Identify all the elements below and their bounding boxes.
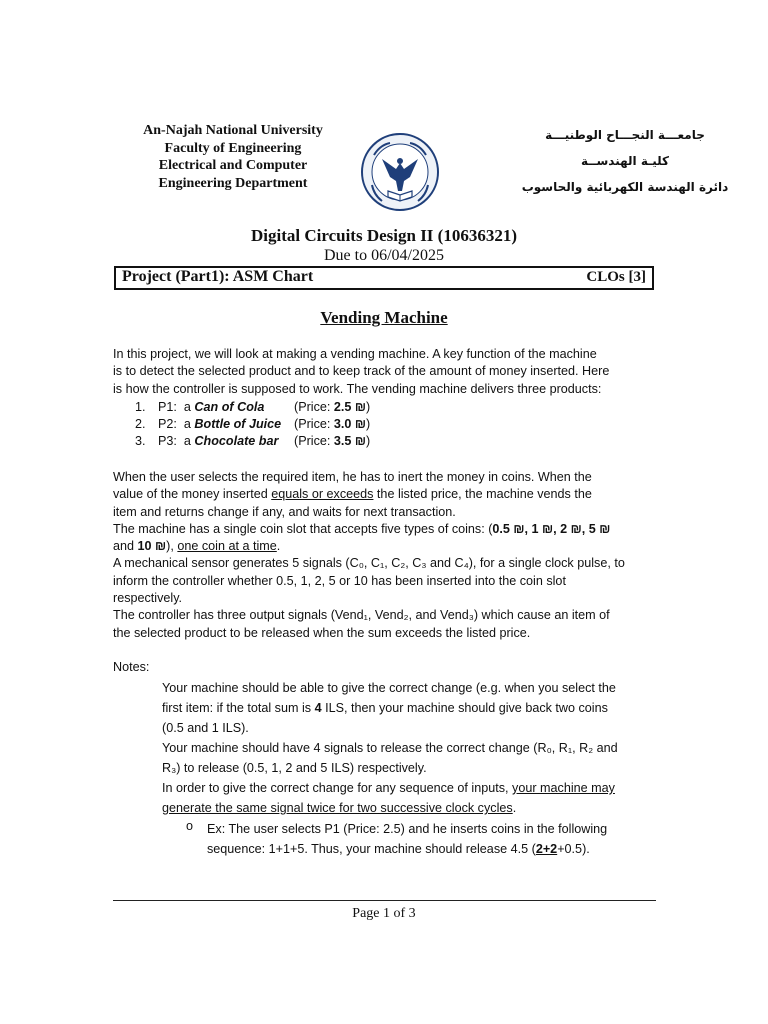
- text-run: .: [512, 801, 517, 815]
- course-title: Digital Circuits Design II (10636321): [250, 226, 517, 245]
- department-line-2: Engineering Department: [158, 175, 308, 191]
- price-suffix: ): [366, 400, 371, 414]
- product-name: Can of Cola: [194, 400, 265, 414]
- body-line: [113, 486, 656, 503]
- text-run: .: [276, 539, 281, 554]
- due-date: Due to 06/04/2025: [324, 247, 444, 264]
- product-code: P2:: [158, 417, 177, 431]
- university-name-arabic: [520, 122, 730, 200]
- price-value: 3.0 ₪: [333, 417, 367, 431]
- section-title: [0, 308, 768, 328]
- text-run: +0.5).: [557, 842, 590, 856]
- bold-text: 0.5 ₪, 1 ₪, 2 ₪, 5 ₪: [492, 521, 611, 536]
- list-item: [135, 434, 146, 448]
- price-suffix: ): [366, 434, 371, 448]
- note-line: Your machine should have 4 signals to release the correct change (R₀, R₁, R₂ and: [162, 741, 618, 755]
- body-line: A mechanical sensor generates 5 signals (C₀, C₁, C₂, C₃ and C₄), for a single clock pulse, to: [113, 556, 625, 571]
- page-number: Page 1 of 3: [352, 906, 416, 921]
- university-line-ar: جامعـــة النجـــاح الوطنيـــة: [545, 128, 705, 142]
- department-line-1: Electrical and Computer: [158, 158, 308, 173]
- price-prefix: (Price:: [294, 417, 334, 431]
- body-line: item and returns change if any, and waits for next transaction.: [113, 504, 456, 519]
- intro-line: is to detect the selected product and to keep track of the amount of money inserted. Here: [113, 364, 610, 379]
- note-line: [162, 798, 656, 818]
- faculty-line: Faculty of Engineering: [164, 140, 302, 156]
- university-name-english: [118, 122, 348, 192]
- product-article: a: [183, 434, 191, 448]
- university-line: An-Najah National University: [143, 123, 323, 138]
- text-run: In order to give the correct change for any sequence of inputs,: [162, 781, 513, 795]
- price-prefix: (Price:: [294, 400, 334, 414]
- bullet-icon: o: [186, 819, 194, 833]
- text-run: ILS, then your machine should give back two coins: [321, 701, 608, 715]
- list-number: 3.: [135, 434, 146, 448]
- list-item: [135, 417, 146, 431]
- text-run: value of the money inserted: [113, 487, 272, 502]
- bold-text: 10 ₪: [137, 539, 167, 554]
- body-line: [113, 521, 656, 538]
- note-line: (0.5 and 1 ILS).: [162, 721, 249, 735]
- note-line: Your machine should be able to give the correct change (e.g. when you select the: [162, 681, 616, 695]
- notes-heading: Notes:: [113, 660, 150, 674]
- notes-title: [113, 659, 656, 676]
- body-line: inform the controller whether 0.5, 1, 2, 5 or 10 has been inserted into the coin slot: [113, 573, 566, 588]
- body-line: respectively.: [113, 591, 183, 606]
- price-value: 2.5 ₪: [333, 400, 367, 414]
- note-line: R₃) to release (0.5, 1, 2 and 5 ILS) respectively.: [162, 761, 427, 775]
- intro-line: In this project, we will look at making a vending machine. A key function of the machine: [113, 347, 597, 361]
- underlined-text: generate the same signal twice for two successive clock cycles: [162, 801, 513, 815]
- text-run: first item: if the total sum is: [162, 701, 315, 715]
- body-line: The controller has three output signals (Vend₁, Vend₂, and Vend₃) which cause an item of: [113, 608, 610, 623]
- product-name: Chocolate bar: [194, 434, 279, 448]
- body-line: [113, 538, 656, 555]
- underlined-text: equals or exceeds: [271, 487, 374, 502]
- underlined-text: one coin at a time: [177, 539, 277, 554]
- footer-divider: [113, 900, 656, 901]
- price-value: 3.5 ₪: [333, 434, 367, 448]
- product-article: a: [183, 400, 191, 414]
- list-item: [158, 434, 278, 448]
- text-run: sequence: 1+1+5. Thus, your machine should release 4.5 (: [207, 842, 536, 856]
- note-line: [162, 778, 656, 798]
- product-price: [294, 434, 370, 448]
- university-logo: [360, 125, 440, 220]
- body-line: When the user selects the required item, he has to inert the money in coins. When the: [113, 470, 592, 484]
- intro-line: is how the controller is supposed to work. The vending machine delivers three products:: [113, 381, 602, 396]
- text-run: the listed price, the machine vends the: [373, 487, 592, 502]
- price-suffix: ): [366, 417, 371, 431]
- product-price: [294, 417, 370, 431]
- list-item: [158, 400, 264, 414]
- product-code: P3:: [158, 434, 177, 448]
- project-box: [114, 266, 654, 290]
- project-label: Project (Part1): ASM Chart: [122, 268, 314, 285]
- body-line: the selected product to be released when the sum exceeds the listed price.: [113, 625, 531, 640]
- notes-list: [162, 678, 656, 818]
- list-item: [158, 417, 281, 431]
- underlined-text: your machine may: [512, 781, 615, 795]
- text-run: The machine has a single coin slot that accepts five types of coins: (: [113, 521, 493, 536]
- bold-underlined-text: 2+2: [535, 842, 558, 856]
- list-number: 1.: [135, 400, 146, 414]
- department-line-ar: دائرة الهندسة الكهربائية والحاسوب: [521, 180, 729, 194]
- example-line: Ex: The user selects P1 (Price: 2.5) and he inserts coins in the following: [207, 822, 608, 836]
- price-prefix: (Price:: [294, 434, 334, 448]
- list-number: 2.: [135, 417, 146, 431]
- product-name: Bottle of Juice: [194, 417, 282, 431]
- text-run: ),: [166, 539, 178, 554]
- product-article: a: [183, 417, 191, 431]
- section-title-text: Vending Machine: [320, 308, 448, 327]
- list-item: [135, 400, 146, 414]
- example-line: [207, 839, 656, 859]
- text-run: and: [113, 539, 138, 554]
- bold-text: 4: [314, 701, 322, 715]
- intro-paragraph: [113, 346, 656, 398]
- product-price: [294, 400, 370, 414]
- faculty-line-ar: كليـة الهندســة: [581, 154, 669, 168]
- note-line: [162, 698, 656, 718]
- example-block: [207, 819, 656, 859]
- body-paragraph: [113, 469, 656, 642]
- product-code: P1:: [158, 400, 177, 414]
- clos-label: CLOs [3]: [586, 269, 646, 285]
